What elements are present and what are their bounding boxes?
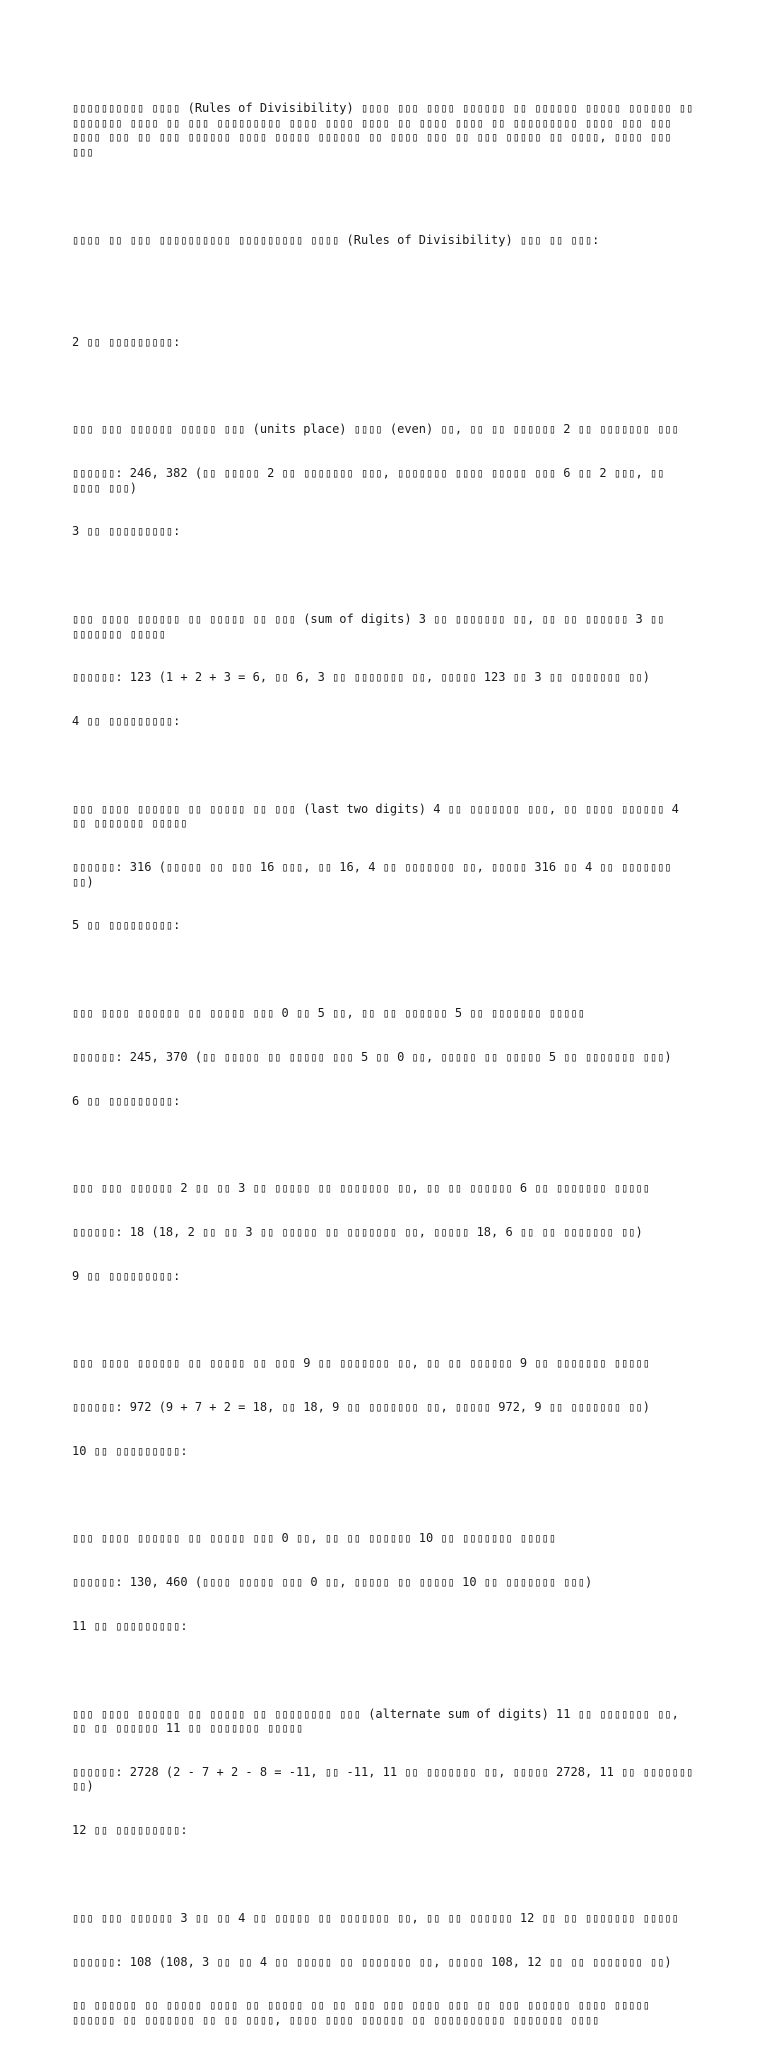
rule-9-example: ▯▯▯▯▯▯: 972 (9 + 7 + 2 = 18, ▯▯ 18, 9 ▯▯ ▯▯▯▯▯▯▯ ▯▯, ▯▯▯▯▯ 972, 9 ▯▯ ▯▯▯▯▯▯▯ ▯▯) — [72, 1400, 650, 1415]
rule-2-body: ▯▯▯ ▯▯▯ ▯▯▯▯▯▯ ▯▯▯▯▯ ▯▯▯ (units place) ▯▯▯▯ (even) ▯▯, ▯▯ ▯▯ ▯▯▯▯▯▯ 2 ▯▯ ▯▯▯▯▯▯▯ ▯▯▯ — [72, 422, 679, 437]
rule-6-title: 6 ▯▯ ▯▯▯▯▯▯▯▯▯: — [72, 1093, 181, 1108]
rule-10-title: 10 ▯▯ ▯▯▯▯▯▯▯▯▯: — [72, 1443, 188, 1458]
rules-heading: ▯▯▯▯ ▯▯ ▯▯▯ ▯▯▯▯▯▯▯▯▯▯ ▯▯▯▯▯▯▯▯▯ ▯▯▯▯ (Rules of Divisibility) ▯▯▯ ▯▯ ▯▯▯: — [72, 232, 600, 247]
rule-4-example: ▯▯▯▯▯▯: 316 (▯▯▯▯▯ ▯▯ ▯▯▯ 16 ▯▯▯, ▯▯ 16, 4 ▯▯ ▯▯▯▯▯▯▯ ▯▯, ▯▯▯▯▯ 316 ▯▯ 4 ▯▯ ▯▯▯▯▯▯▯ ▯▯) — [72, 860, 679, 889]
rule-10-body: ▯▯▯ ▯▯▯▯ ▯▯▯▯▯▯ ▯▯ ▯▯▯▯▯ ▯▯▯ 0 ▯▯, ▯▯ ▯▯ ▯▯▯▯▯▯ 10 ▯▯ ▯▯▯▯▯▯▯ ▯▯▯▯▯ — [72, 1531, 557, 1546]
rule-4-body: ▯▯▯ ▯▯▯▯ ▯▯▯▯▯▯ ▯▯ ▯▯▯▯▯ ▯▯ ▯▯▯ (last two digits) 4 ▯▯ ▯▯▯▯▯▯▯ ▯▯▯, ▯▯ ▯▯▯▯ ▯▯▯▯▯▯ 4 ▯▯ ▯▯▯▯▯▯▯ ▯▯▯▯▯ — [72, 801, 687, 831]
spacer — [72, 378, 698, 393]
rule-9-title: 9 ▯▯ ▯▯▯▯▯▯▯▯▯: — [72, 1268, 181, 1283]
rule-11-example: ▯▯▯▯▯▯: 2728 (2 - 7 + 2 - 8 = -11, ▯▯ -11, 11 ▯▯ ▯▯▯▯▯▯▯ ▯▯, ▯▯▯▯▯ 2728, 11 ▯▯ ▯▯▯▯▯▯▯ ▯▯) — [72, 1764, 701, 1794]
spacer — [72, 1488, 698, 1503]
spacer — [72, 1137, 698, 1152]
rule-11-body: ▯▯▯ ▯▯▯▯ ▯▯▯▯▯▯ ▯▯ ▯▯▯▯▯ ▯▯ ▯▯▯▯▯▯▯▯ ▯▯▯ (alternate sum of digits) 11 ▯▯ ▯▯▯▯▯▯▯ ▯▯, ▯▯ ▯▯ ▯▯▯▯▯▯ 11 ▯▯ ▯▯▯▯▯▯▯ ▯▯▯▯▯ — [72, 1706, 687, 1736]
rule-3-body: ▯▯▯ ▯▯▯▯ ▯▯▯▯▯▯ ▯▯ ▯▯▯▯▯ ▯▯ ▯▯▯ (sum of digits) 3 ▯▯ ▯▯▯▯▯▯▯ ▯▯, ▯▯ ▯▯ ▯▯▯▯▯▯ 3 ▯▯ ▯▯▯▯▯▯▯ ▯▯▯▯▯ — [72, 611, 672, 641]
spacer — [72, 758, 698, 773]
rule-5-title: 5 ▯▯ ▯▯▯▯▯▯▯▯▯: — [72, 918, 181, 933]
rule-3-title: 3 ▯▯ ▯▯▯▯▯▯▯▯▯: — [72, 524, 181, 539]
rule-11-title: 11 ▯▯ ▯▯▯▯▯▯▯▯▯: — [72, 1618, 188, 1633]
conclusion-paragraph: ▯▯ ▯▯▯▯▯▯ ▯▯ ▯▯▯▯▯ ▯▯▯▯ ▯▯ ▯▯▯▯▯ ▯▯ ▯▯ ▯▯▯ ▯▯▯ ▯▯▯▯ ▯▯▯ ▯▯ ▯▯▯ ▯▯▯▯▯▯ ▯▯▯▯ ▯▯▯▯▯ ▯▯▯▯▯▯ ▯▯ ▯▯▯▯▯▯▯ ▯▯ ▯▯ ▯▯▯▯, ▯▯▯▯ ▯▯▯▯ ▯▯▯▯▯▯ ▯▯ ▯▯▯▯▯▯▯▯▯▯ ▯▯▯▯▯▯▯ ▯▯▯▯ — [72, 1998, 658, 2027]
intro-paragraph: ▯▯▯▯▯▯▯▯▯▯ ▯▯▯▯ (Rules of Divisibility) ▯▯▯▯ ▯▯▯ ▯▯▯▯ ▯▯▯▯▯▯ ▯▯ ▯▯▯▯▯▯ ▯▯▯▯▯ ▯▯▯▯▯▯ ▯▯ ▯▯▯▯▯▯▯ ▯▯▯▯ ▯▯ ▯▯▯ ▯▯▯▯▯▯▯▯▯ ▯▯▯▯ ▯▯▯▯ ▯▯▯▯ ▯▯ ▯▯▯▯ ▯▯▯▯ ▯▯ ▯▯▯▯▯▯▯▯▯ ▯▯▯▯ ▯▯▯ ▯▯▯ ▯▯▯▯ ▯▯▯ ▯▯ ▯▯▯ ▯▯▯▯▯▯ ▯▯▯▯ ▯▯▯▯▯ ▯▯▯▯▯▯ ▯▯ ▯▯▯▯ ▯▯▯ ▯▯ ▯▯▯ ▯▯▯▯▯ ▯▯ ▯▯▯▯, ▯▯▯▯ ▯▯▯ ▯▯▯ — [72, 101, 701, 159]
rule-2-example: ▯▯▯▯▯▯: 246, 382 (▯▯ ▯▯▯▯▯ 2 ▯▯ ▯▯▯▯▯▯▯ ▯▯▯, ▯▯▯▯▯▯▯ ▯▯▯▯ ▯▯▯▯▯ ▯▯▯ 6 ▯▯ 2 ▯▯▯, ▯▯ ▯▯▯▯ ▯▯▯) — [72, 466, 672, 495]
spacer — [72, 276, 698, 291]
rule-12-body: ▯▯▯ ▯▯▯ ▯▯▯▯▯▯ 3 ▯▯ ▯▯ 4 ▯▯ ▯▯▯▯▯ ▯▯ ▯▯▯▯▯▯▯ ▯▯, ▯▯ ▯▯ ▯▯▯▯▯▯ 12 ▯▯ ▯▯ ▯▯▯▯▯▯▯ ▯▯▯▯▯ — [72, 1910, 679, 1925]
spacer — [72, 568, 698, 583]
spacer — [72, 1663, 698, 1678]
spacer — [72, 189, 698, 204]
rule-10-example: ▯▯▯▯▯▯: 130, 460 (▯▯▯▯ ▯▯▯▯▯ ▯▯▯ 0 ▯▯, ▯▯▯▯▯ ▯▯ ▯▯▯▯▯ 10 ▯▯ ▯▯▯▯▯▯▯ ▯▯▯) — [72, 1575, 593, 1590]
document-body — [72, 72, 701, 2048]
rule-2-title: 2 ▯▯ ▯▯▯▯▯▯▯▯▯: — [72, 334, 181, 349]
rule-5-example: ▯▯▯▯▯▯: 245, 370 (▯▯ ▯▯▯▯▯ ▯▯ ▯▯▯▯▯ ▯▯▯ 5 ▯▯ 0 ▯▯, ▯▯▯▯▯ ▯▯ ▯▯▯▯▯ 5 ▯▯ ▯▯▯▯▯▯▯ ▯▯▯) — [72, 1049, 672, 1064]
rule-9-body: ▯▯▯ ▯▯▯▯ ▯▯▯▯▯▯ ▯▯ ▯▯▯▯▯ ▯▯ ▯▯▯ 9 ▯▯ ▯▯▯▯▯▯▯ ▯▯, ▯▯ ▯▯ ▯▯▯▯▯▯ 9 ▯▯ ▯▯▯▯▯▯▯ ▯▯▯▯▯ — [72, 1356, 650, 1371]
rule-4-title: 4 ▯▯ ▯▯▯▯▯▯▯▯▯: — [72, 714, 181, 729]
rule-12-example: ▯▯▯▯▯▯: 108 (108, 3 ▯▯ ▯▯ 4 ▯▯ ▯▯▯▯▯ ▯▯ ▯▯▯▯▯▯▯ ▯▯, ▯▯▯▯▯ 108, 12 ▯▯ ▯▯ ▯▯▯▯▯▯▯ ▯▯) — [72, 1954, 672, 1969]
spacer — [72, 1867, 698, 1882]
rule-6-example: ▯▯▯▯▯▯: 18 (18, 2 ▯▯ ▯▯ 3 ▯▯ ▯▯▯▯▯ ▯▯ ▯▯▯▯▯▯▯ ▯▯, ▯▯▯▯▯ 18, 6 ▯▯ ▯▯ ▯▯▯▯▯▯▯ ▯▯) — [72, 1224, 643, 1239]
rule-12-title: 12 ▯▯ ▯▯▯▯▯▯▯▯▯: — [72, 1823, 188, 1838]
rule-3-example: ▯▯▯▯▯▯: 123 (1 + 2 + 3 = 6, ▯▯ 6, 3 ▯▯ ▯▯▯▯▯▯▯ ▯▯, ▯▯▯▯▯ 123 ▯▯ 3 ▯▯ ▯▯▯▯▯▯▯ ▯▯) — [72, 670, 650, 685]
spacer — [72, 962, 698, 977]
rule-6-body: ▯▯▯ ▯▯▯ ▯▯▯▯▯▯ 2 ▯▯ ▯▯ 3 ▯▯ ▯▯▯▯▯ ▯▯ ▯▯▯▯▯▯▯ ▯▯, ▯▯ ▯▯ ▯▯▯▯▯▯ 6 ▯▯ ▯▯▯▯▯▯▯ ▯▯▯▯▯ — [72, 1181, 650, 1196]
rule-5-body: ▯▯▯ ▯▯▯▯ ▯▯▯▯▯▯ ▯▯ ▯▯▯▯▯ ▯▯▯ 0 ▯▯ 5 ▯▯, ▯▯ ▯▯ ▯▯▯▯▯▯ 5 ▯▯ ▯▯▯▯▯▯▯ ▯▯▯▯▯ — [72, 1006, 585, 1020]
spacer — [72, 1312, 698, 1327]
